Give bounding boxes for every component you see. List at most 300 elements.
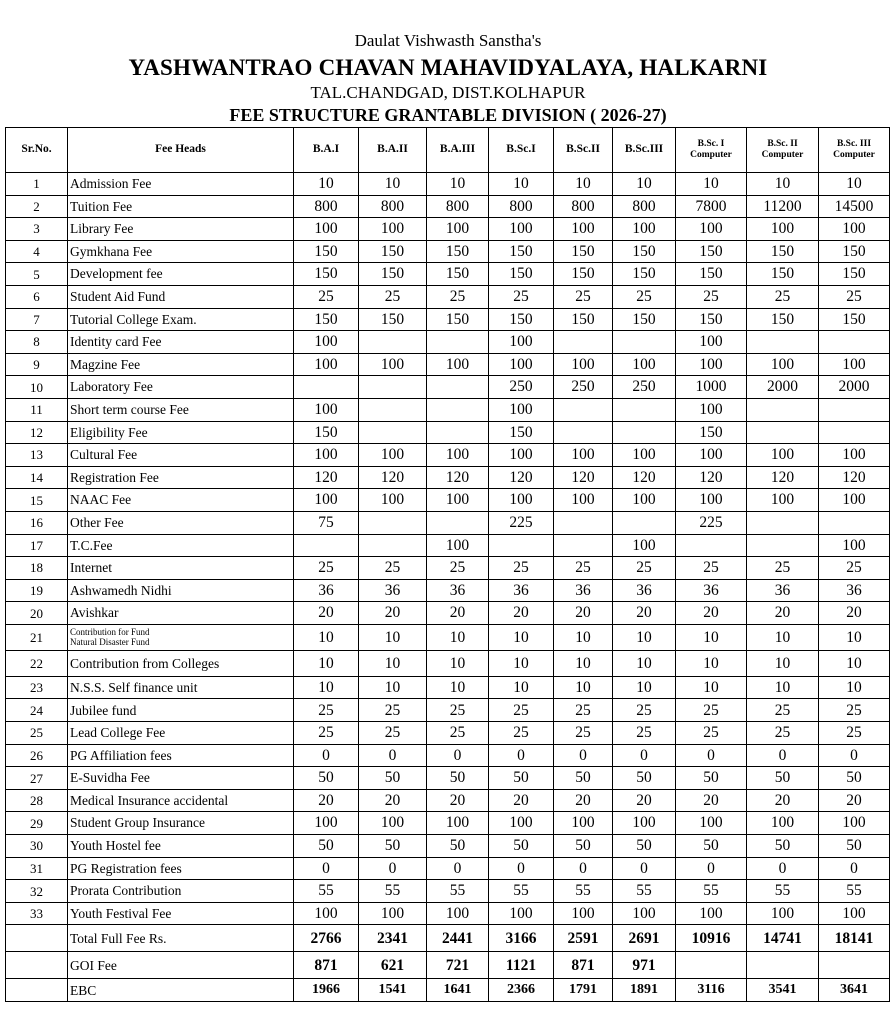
fee-amount-cell: 10: [613, 650, 676, 676]
fee-head-cell: Cultural Fee: [68, 444, 294, 467]
fee-amount-cell: 55: [613, 880, 676, 903]
fee-amount-cell: 75: [294, 511, 359, 534]
column-header: B.A.II: [359, 128, 427, 173]
fee-amount-cell: [359, 331, 427, 354]
fee-amount-cell: 100: [359, 902, 427, 925]
fee-amount-cell: 100: [294, 489, 359, 512]
table-row: [6, 676, 890, 699]
fee-amount-cell: 100: [427, 489, 489, 512]
table-row: [6, 173, 890, 196]
fee-head-cell: Tuition Fee: [68, 195, 294, 218]
fee-amount-cell: 2441: [427, 925, 489, 952]
fee-amount-cell: 50: [613, 835, 676, 858]
sr-no-cell: 21: [6, 624, 68, 650]
fee-amount-cell: 25: [819, 699, 890, 722]
fee-amount-cell: 871: [554, 952, 613, 979]
fee-head-cell: Student Aid Fund: [68, 285, 294, 308]
fee-amount-cell: [554, 534, 613, 557]
fee-amount-cell: 100: [819, 534, 890, 557]
sr-no-cell: 33: [6, 902, 68, 925]
fee-amount-cell: 100: [489, 331, 554, 354]
fee-amount-cell: 36: [489, 579, 554, 602]
fee-amount-cell: 55: [747, 880, 819, 903]
sr-no-cell: 17: [6, 534, 68, 557]
fee-amount-cell: 0: [427, 857, 489, 880]
table-row: [6, 557, 890, 580]
fee-amount-cell: 10: [747, 676, 819, 699]
fee-amount-cell: 150: [489, 240, 554, 263]
fee-amount-cell: [359, 534, 427, 557]
fee-amount-cell: 20: [819, 602, 890, 625]
fee-amount-cell: 50: [489, 767, 554, 790]
fee-amount-cell: 100: [747, 812, 819, 835]
fee-amount-cell: 120: [554, 466, 613, 489]
fee-head-cell: PG Registration fees: [68, 857, 294, 880]
fee-amount-cell: 25: [747, 699, 819, 722]
fee-amount-cell: 100: [554, 353, 613, 376]
fee-amount-cell: 100: [489, 902, 554, 925]
sr-no-cell: 25: [6, 722, 68, 745]
column-header: B.Sc.I: [489, 128, 554, 173]
fee-amount-cell: 120: [676, 466, 747, 489]
sr-no-cell: 32: [6, 880, 68, 903]
table-row: [6, 466, 890, 489]
fee-amount-cell: 25: [489, 699, 554, 722]
fee-amount-cell: 25: [427, 285, 489, 308]
table-row: [6, 699, 890, 722]
fee-amount-cell: 150: [359, 263, 427, 286]
fee-amount-cell: 150: [294, 240, 359, 263]
fee-head-cell: Avishkar: [68, 602, 294, 625]
fee-amount-cell: [554, 398, 613, 421]
fee-amount-cell: 100: [427, 812, 489, 835]
fee-amount-cell: 150: [613, 308, 676, 331]
fee-amount-cell: 100: [294, 444, 359, 467]
sr-no-cell: 11: [6, 398, 68, 421]
fee-amount-cell: [613, 421, 676, 444]
fee-amount-cell: 100: [359, 812, 427, 835]
fee-amount-cell: 55: [676, 880, 747, 903]
fee-amount-cell: 25: [294, 722, 359, 745]
fee-amount-cell: 10: [294, 624, 359, 650]
fee-amount-cell: 225: [489, 511, 554, 534]
fee-amount-cell: 100: [554, 902, 613, 925]
fee-amount-cell: 25: [359, 699, 427, 722]
fee-amount-cell: 100: [489, 812, 554, 835]
fee-amount-cell: 150: [489, 308, 554, 331]
fee-amount-cell: 20: [427, 789, 489, 812]
fee-amount-cell: 0: [489, 744, 554, 767]
fee-head-cell: Other Fee: [68, 511, 294, 534]
fee-amount-cell: 10: [676, 624, 747, 650]
fee-amount-cell: [427, 376, 489, 399]
sr-no-cell: 24: [6, 699, 68, 722]
fee-amount-cell: 100: [676, 489, 747, 512]
fee-amount-cell: 100: [554, 489, 613, 512]
fee-amount-cell: 100: [676, 218, 747, 241]
fee-amount-cell: 100: [819, 218, 890, 241]
fee-amount-cell: 50: [819, 835, 890, 858]
table-row: [6, 331, 890, 354]
table-row: [6, 421, 890, 444]
fee-amount-cell: 100: [489, 398, 554, 421]
sr-no-cell: 2: [6, 195, 68, 218]
fee-amount-cell: 50: [427, 835, 489, 858]
fee-amount-cell: 100: [676, 331, 747, 354]
fee-amount-cell: 0: [294, 857, 359, 880]
fee-amount-cell: 25: [489, 285, 554, 308]
fee-amount-cell: [489, 534, 554, 557]
fee-amount-cell: 20: [613, 602, 676, 625]
fee-amount-cell: 14741: [747, 925, 819, 952]
fee-amount-cell: 100: [613, 218, 676, 241]
fee-amount-cell: 36: [359, 579, 427, 602]
fee-amount-cell: 10: [747, 650, 819, 676]
fee-amount-cell: 0: [554, 857, 613, 880]
college-name: YASHWANTRAO CHAVAN MAHAVIDYALAYA, HALKARNI: [128, 55, 768, 80]
table-row: [6, 285, 890, 308]
fee-amount-cell: 20: [747, 789, 819, 812]
fee-amount-cell: 150: [427, 240, 489, 263]
fee-head-cell: Gymkhana Fee: [68, 240, 294, 263]
fee-amount-cell: [554, 421, 613, 444]
table-row: [6, 511, 890, 534]
table-row: [6, 857, 890, 880]
fee-amount-cell: [554, 331, 613, 354]
sr-no-cell: 30: [6, 835, 68, 858]
fee-amount-cell: 3641: [819, 979, 890, 1002]
fee-head-cell: Internet: [68, 557, 294, 580]
fee-amount-cell: 150: [489, 263, 554, 286]
fee-amount-cell: 1641: [427, 979, 489, 1002]
fee-amount-cell: 55: [359, 880, 427, 903]
table-row: [6, 489, 890, 512]
fee-amount-cell: 25: [554, 285, 613, 308]
fee-head-cell: Registration Fee: [68, 466, 294, 489]
table-row: [6, 835, 890, 858]
fee-amount-cell: [747, 331, 819, 354]
fee-amount-cell: 100: [676, 353, 747, 376]
fee-amount-cell: 100: [613, 902, 676, 925]
sr-no-cell: 6: [6, 285, 68, 308]
fee-amount-cell: 100: [613, 534, 676, 557]
fee-amount-cell: 36: [554, 579, 613, 602]
fee-amount-cell: 150: [747, 263, 819, 286]
fee-amount-cell: 2691: [613, 925, 676, 952]
column-header: B.Sc. I Computer: [676, 128, 747, 173]
fee-head-cell: Contribution from Colleges: [68, 650, 294, 676]
fee-amount-cell: 100: [554, 218, 613, 241]
fee-amount-cell: 10: [489, 173, 554, 196]
column-header: B.Sc. III Computer: [819, 128, 890, 173]
fee-amount-cell: 10: [489, 624, 554, 650]
fee-amount-cell: 3541: [747, 979, 819, 1002]
fee-amount-cell: [819, 398, 890, 421]
college-address: TAL.CHANDGAD, DIST.KOLHAPUR: [310, 83, 586, 102]
fee-amount-cell: [427, 398, 489, 421]
fee-head-cell: Lead College Fee: [68, 722, 294, 745]
fee-amount-cell: 10: [819, 624, 890, 650]
fee-amount-cell: 0: [427, 744, 489, 767]
fee-amount-cell: 1121: [489, 952, 554, 979]
fee-head-cell: GOI Fee: [68, 952, 294, 979]
fee-amount-cell: 100: [427, 534, 489, 557]
fee-amount-cell: 20: [676, 602, 747, 625]
fee-amount-cell: 25: [613, 722, 676, 745]
fee-amount-cell: 100: [294, 902, 359, 925]
table-row: [6, 353, 890, 376]
fee-amount-cell: 25: [676, 557, 747, 580]
fee-amount-cell: 2591: [554, 925, 613, 952]
fee-amount-cell: 25: [819, 285, 890, 308]
fee-amount-cell: 50: [359, 767, 427, 790]
fee-head-cell: PG Affiliation fees: [68, 744, 294, 767]
fee-amount-cell: 18141: [819, 925, 890, 952]
fee-head-cell: Eligibility Fee: [68, 421, 294, 444]
fee-amount-cell: [747, 421, 819, 444]
table-row: [6, 812, 890, 835]
fee-amount-cell: 100: [676, 398, 747, 421]
document-title: FEE STRUCTURE GRANTABLE DIVISION ( 2026-27): [229, 105, 667, 125]
fee-amount-cell: 50: [294, 835, 359, 858]
fee-amount-cell: 150: [819, 263, 890, 286]
fee-amount-cell: 250: [613, 376, 676, 399]
fee-amount-cell: 100: [613, 444, 676, 467]
fee-amount-cell: 100: [359, 353, 427, 376]
fee-amount-cell: 36: [427, 579, 489, 602]
fee-amount-cell: 25: [613, 285, 676, 308]
fee-amount-cell: 100: [613, 353, 676, 376]
fee-amount-cell: 3116: [676, 979, 747, 1002]
fee-amount-cell: 2000: [747, 376, 819, 399]
fee-amount-cell: 150: [747, 240, 819, 263]
sr-no-cell: 27: [6, 767, 68, 790]
fee-amount-cell: [613, 331, 676, 354]
fee-amount-cell: 50: [819, 767, 890, 790]
fee-amount-cell: 25: [359, 285, 427, 308]
column-header: B.Sc. II Computer: [747, 128, 819, 173]
column-header: Fee Heads: [68, 128, 294, 173]
fee-amount-cell: 25: [427, 722, 489, 745]
fee-head-cell: NAAC Fee: [68, 489, 294, 512]
fee-amount-cell: 10: [613, 676, 676, 699]
fee-amount-cell: 10: [427, 650, 489, 676]
fee-amount-cell: 120: [819, 466, 890, 489]
fee-amount-cell: 150: [554, 308, 613, 331]
fee-amount-cell: 0: [747, 744, 819, 767]
fee-amount-cell: 25: [676, 699, 747, 722]
fee-amount-cell: 100: [747, 444, 819, 467]
fee-amount-cell: 100: [427, 902, 489, 925]
fee-amount-cell: 0: [554, 744, 613, 767]
table-row: [6, 650, 890, 676]
fee-amount-cell: 50: [294, 767, 359, 790]
table-row: [6, 218, 890, 241]
fee-amount-cell: 10: [554, 650, 613, 676]
fee-amount-cell: 0: [359, 857, 427, 880]
fee-amount-cell: 2766: [294, 925, 359, 952]
column-header: B.A.I: [294, 128, 359, 173]
fee-amount-cell: 10: [613, 624, 676, 650]
fee-amount-cell: 120: [747, 466, 819, 489]
fee-amount-cell: 10: [359, 676, 427, 699]
table-row: [6, 624, 890, 650]
fee-amount-cell: 10: [554, 173, 613, 196]
fee-amount-cell: 250: [489, 376, 554, 399]
sr-no-cell: 9: [6, 353, 68, 376]
fee-amount-cell: 50: [676, 767, 747, 790]
fee-amount-cell: 971: [613, 952, 676, 979]
fee-amount-cell: 0: [819, 857, 890, 880]
fee-amount-cell: 100: [676, 444, 747, 467]
fee-amount-cell: 150: [676, 421, 747, 444]
fee-amount-cell: 0: [489, 857, 554, 880]
fee-amount-cell: 100: [554, 444, 613, 467]
fee-amount-cell: 10: [676, 650, 747, 676]
table-row: [6, 398, 890, 421]
fee-amount-cell: [427, 421, 489, 444]
fee-amount-cell: 20: [427, 602, 489, 625]
sr-no-cell: 12: [6, 421, 68, 444]
fee-amount-cell: [294, 534, 359, 557]
sr-no-cell: 31: [6, 857, 68, 880]
table-header-row: [6, 128, 890, 173]
fee-amount-cell: 50: [613, 767, 676, 790]
fee-amount-cell: 25: [747, 557, 819, 580]
fee-amount-cell: 100: [359, 489, 427, 512]
fee-amount-cell: 150: [427, 308, 489, 331]
sr-no-cell: 15: [6, 489, 68, 512]
fee-amount-cell: 150: [819, 240, 890, 263]
sr-no-cell: 4: [6, 240, 68, 263]
fee-amount-cell: 150: [489, 421, 554, 444]
fee-amount-cell: 150: [427, 263, 489, 286]
fee-amount-cell: 25: [294, 557, 359, 580]
fee-structure-table: [5, 127, 890, 1002]
table-row: [6, 376, 890, 399]
fee-head-cell: E-Suvidha Fee: [68, 767, 294, 790]
fee-amount-cell: 20: [359, 602, 427, 625]
fee-amount-cell: 100: [427, 218, 489, 241]
fee-amount-cell: 25: [819, 557, 890, 580]
total-row: [6, 979, 890, 1002]
sr-no-cell: 20: [6, 602, 68, 625]
fee-amount-cell: 50: [554, 835, 613, 858]
fee-amount-cell: 20: [359, 789, 427, 812]
fee-amount-cell: 2366: [489, 979, 554, 1002]
fee-amount-cell: 20: [489, 789, 554, 812]
fee-amount-cell: 100: [747, 353, 819, 376]
fee-amount-cell: 100: [359, 218, 427, 241]
fee-amount-cell: 10: [359, 650, 427, 676]
fee-head-cell: Identity card Fee: [68, 331, 294, 354]
fee-amount-cell: 100: [359, 444, 427, 467]
column-header: B.A.III: [427, 128, 489, 173]
fee-amount-cell: 10: [427, 173, 489, 196]
table-row: [6, 195, 890, 218]
fee-amount-cell: 7800: [676, 195, 747, 218]
fee-amount-cell: 150: [613, 263, 676, 286]
fee-head-cell: Short term course Fee: [68, 398, 294, 421]
fee-amount-cell: 10: [676, 676, 747, 699]
fee-rows: [6, 173, 890, 1002]
sr-no-cell: 13: [6, 444, 68, 467]
fee-amount-cell: 20: [676, 789, 747, 812]
fee-amount-cell: 100: [489, 218, 554, 241]
fee-amount-cell: 20: [819, 789, 890, 812]
table-row: [6, 308, 890, 331]
fee-amount-cell: 100: [294, 331, 359, 354]
sr-no-cell: 7: [6, 308, 68, 331]
fee-amount-cell: 36: [747, 579, 819, 602]
fee-head-cell: EBC: [68, 979, 294, 1002]
fee-amount-cell: 25: [489, 722, 554, 745]
fee-amount-cell: 120: [359, 466, 427, 489]
sr-no-cell: 22: [6, 650, 68, 676]
fee-amount-cell: 50: [359, 835, 427, 858]
table-row: [6, 240, 890, 263]
fee-amount-cell: 10: [819, 173, 890, 196]
fee-amount-cell: 25: [294, 285, 359, 308]
fee-amount-cell: [676, 952, 747, 979]
fee-amount-cell: 36: [676, 579, 747, 602]
fee-amount-cell: 10: [819, 676, 890, 699]
fee-amount-cell: 55: [819, 880, 890, 903]
fee-amount-cell: 0: [676, 857, 747, 880]
fee-amount-cell: 120: [294, 466, 359, 489]
sr-no-cell: 1: [6, 173, 68, 196]
fee-amount-cell: 150: [294, 263, 359, 286]
fee-amount-cell: [427, 331, 489, 354]
fee-amount-cell: 25: [427, 557, 489, 580]
sr-no-cell: 8: [6, 331, 68, 354]
sr-no-cell: [6, 979, 68, 1002]
fee-amount-cell: 100: [747, 902, 819, 925]
sr-no-cell: 18: [6, 557, 68, 580]
fee-amount-cell: 100: [747, 218, 819, 241]
fee-amount-cell: 0: [819, 744, 890, 767]
fee-head-cell: Tutorial College Exam.: [68, 308, 294, 331]
fee-head-cell: T.C.Fee: [68, 534, 294, 557]
fee-amount-cell: 150: [676, 263, 747, 286]
fee-amount-cell: 2341: [359, 925, 427, 952]
table-row: [6, 444, 890, 467]
fee-amount-cell: 50: [676, 835, 747, 858]
fee-amount-cell: 55: [489, 880, 554, 903]
fee-amount-cell: 36: [613, 579, 676, 602]
fee-amount-cell: 100: [819, 353, 890, 376]
fee-amount-cell: 800: [489, 195, 554, 218]
fee-amount-cell: 25: [819, 722, 890, 745]
fee-amount-cell: 1791: [554, 979, 613, 1002]
fee-amount-cell: 10916: [676, 925, 747, 952]
fee-amount-cell: 20: [747, 602, 819, 625]
fee-head-cell: Youth Festival Fee: [68, 902, 294, 925]
fee-head-cell: Library Fee: [68, 218, 294, 241]
fee-amount-cell: 100: [819, 444, 890, 467]
fee-amount-cell: 150: [359, 308, 427, 331]
fee-amount-cell: 100: [747, 489, 819, 512]
sr-no-cell: 16: [6, 511, 68, 534]
fee-amount-cell: [747, 398, 819, 421]
fee-amount-cell: 10: [613, 173, 676, 196]
fee-amount-cell: 55: [554, 880, 613, 903]
fee-amount-cell: [747, 534, 819, 557]
fee-amount-cell: [359, 421, 427, 444]
fee-amount-cell: 250: [554, 376, 613, 399]
fee-amount-cell: 100: [819, 902, 890, 925]
fee-amount-cell: 25: [554, 699, 613, 722]
